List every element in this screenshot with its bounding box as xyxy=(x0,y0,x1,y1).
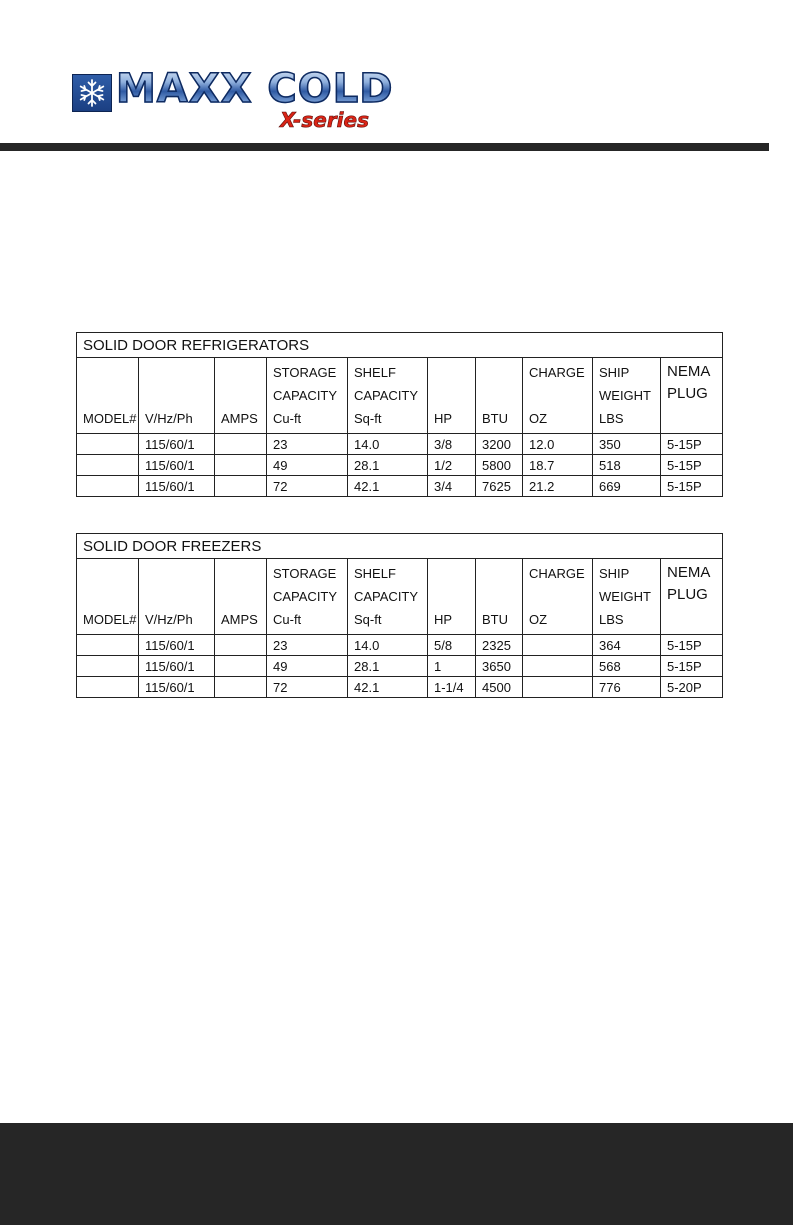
header-text: PLUG xyxy=(667,385,708,402)
table-row xyxy=(77,656,723,677)
cell-volts: 115/60/1 xyxy=(139,455,215,476)
header-hp: HP xyxy=(428,559,476,635)
cell-amps xyxy=(215,455,267,476)
header-text: CAPACITY xyxy=(354,388,419,403)
cell-storage: 72 xyxy=(267,476,348,497)
header-model: MODEL# xyxy=(77,358,139,434)
header-text: WEIGHT xyxy=(599,589,651,604)
cell-shelf: 14.0 xyxy=(348,635,428,656)
cell-btu: 4500 xyxy=(476,677,523,698)
cell-charge xyxy=(523,656,593,677)
cell-hp: 3/8 xyxy=(428,434,476,455)
cell-hp: 3/4 xyxy=(428,476,476,497)
cell-nema: 5-15P xyxy=(661,635,723,656)
table-row xyxy=(77,677,723,698)
header-storage xyxy=(267,559,348,635)
cell-volts: 115/60/1 xyxy=(139,656,215,677)
cell-btu: 3650 xyxy=(476,656,523,677)
cell-nema: 5-15P xyxy=(661,656,723,677)
table-row xyxy=(77,455,723,476)
header-text: PLUG xyxy=(667,586,708,603)
cell-ship: 518 xyxy=(593,455,661,476)
header-amps: AMPS xyxy=(215,559,267,635)
cell-shelf: 14.0 xyxy=(348,434,428,455)
header-text: SHIP xyxy=(599,566,630,581)
cell-shelf: 42.1 xyxy=(348,677,428,698)
cell-nema: 5-15P xyxy=(661,455,723,476)
header-divider xyxy=(0,143,769,151)
logo-series-label: X-series xyxy=(280,108,370,132)
cell-storage: 23 xyxy=(267,434,348,455)
cell-ship: 568 xyxy=(593,656,661,677)
brand-logo xyxy=(72,66,394,134)
header-charge xyxy=(523,559,593,635)
cell-storage: 23 xyxy=(267,635,348,656)
header-text: CAPACITY xyxy=(273,388,338,403)
cell-shelf: 28.1 xyxy=(348,455,428,476)
cell-model xyxy=(77,656,139,677)
table-title: SOLID DOOR REFRIGERATORS xyxy=(77,333,723,358)
cell-model xyxy=(77,434,139,455)
header-nema xyxy=(661,358,723,434)
header-text: LBS xyxy=(599,612,624,627)
snowflake-icon xyxy=(72,74,112,112)
cell-charge xyxy=(523,635,593,656)
cell-storage: 72 xyxy=(267,677,348,698)
header-text: CAPACITY xyxy=(354,589,419,604)
header-text: Sq-ft xyxy=(354,612,382,627)
header-text: SHELF xyxy=(354,566,396,581)
cell-amps xyxy=(215,656,267,677)
header-ship xyxy=(593,358,661,434)
header-shelf xyxy=(348,559,428,635)
header-charge xyxy=(523,358,593,434)
cell-model xyxy=(77,677,139,698)
table-title: SOLID DOOR FREEZERS xyxy=(77,534,723,559)
cell-volts: 115/60/1 xyxy=(139,434,215,455)
cell-ship: 669 xyxy=(593,476,661,497)
logo-wordmark: MAXX COLD xyxy=(116,66,394,112)
header-text: NEMA xyxy=(667,363,711,380)
footer-band xyxy=(0,1123,793,1225)
header-nema xyxy=(661,559,723,635)
header-text: STORAGE xyxy=(273,365,337,380)
header-text: SHELF xyxy=(354,365,396,380)
cell-charge: 12.0 xyxy=(523,434,593,455)
header-amps: AMPS xyxy=(215,358,267,434)
cell-amps xyxy=(215,635,267,656)
table-row xyxy=(77,635,723,656)
cell-shelf: 42.1 xyxy=(348,476,428,497)
cell-charge xyxy=(523,677,593,698)
cell-btu: 7625 xyxy=(476,476,523,497)
cell-hp: 1-1/4 xyxy=(428,677,476,698)
header-text: NEMA xyxy=(667,564,711,581)
header-hp: HP xyxy=(428,358,476,434)
header-text: STORAGE xyxy=(273,566,337,581)
header-volts: V/Hz/Ph xyxy=(139,559,215,635)
header-volts: V/Hz/Ph xyxy=(139,358,215,434)
table-row xyxy=(77,434,723,455)
header-text: Sq-ft xyxy=(354,411,382,426)
cell-volts: 115/60/1 xyxy=(139,476,215,497)
header-text: LBS xyxy=(599,411,624,426)
header-btu: BTU xyxy=(476,559,523,635)
cell-model xyxy=(77,455,139,476)
header-text: Cu-ft xyxy=(273,411,302,426)
cell-volts: 115/60/1 xyxy=(139,677,215,698)
cell-storage: 49 xyxy=(267,656,348,677)
cell-model xyxy=(77,635,139,656)
cell-nema: 5-15P xyxy=(661,476,723,497)
header-text: CHARGE xyxy=(529,566,585,581)
cell-btu: 5800 xyxy=(476,455,523,476)
header-text: SHIP xyxy=(599,365,630,380)
cell-btu: 2325 xyxy=(476,635,523,656)
cell-nema: 5-15P xyxy=(661,434,723,455)
header-text: OZ xyxy=(529,612,548,627)
header-text: WEIGHT xyxy=(599,388,651,403)
header-storage xyxy=(267,358,348,434)
header-shelf xyxy=(348,358,428,434)
cell-charge: 21.2 xyxy=(523,476,593,497)
cell-amps xyxy=(215,476,267,497)
cell-btu: 3200 xyxy=(476,434,523,455)
cell-ship: 776 xyxy=(593,677,661,698)
cell-storage: 49 xyxy=(267,455,348,476)
cell-model xyxy=(77,476,139,497)
header-text: Cu-ft xyxy=(273,612,302,627)
cell-ship: 350 xyxy=(593,434,661,455)
cell-amps xyxy=(215,677,267,698)
header-ship xyxy=(593,559,661,635)
cell-hp: 1 xyxy=(428,656,476,677)
cell-nema: 5-20P xyxy=(661,677,723,698)
header-text: CAPACITY xyxy=(273,589,338,604)
cell-hp: 1/2 xyxy=(428,455,476,476)
cell-volts: 115/60/1 xyxy=(139,635,215,656)
freezers-spec-table xyxy=(76,533,722,698)
refrigerators-spec-table xyxy=(76,332,722,497)
header-text: CHARGE xyxy=(529,365,585,380)
cell-charge: 18.7 xyxy=(523,455,593,476)
cell-amps xyxy=(215,434,267,455)
cell-shelf: 28.1 xyxy=(348,656,428,677)
header-model: MODEL# xyxy=(77,559,139,635)
cell-ship: 364 xyxy=(593,635,661,656)
header-btu: BTU xyxy=(476,358,523,434)
cell-hp: 5/8 xyxy=(428,635,476,656)
header-text: OZ xyxy=(529,411,548,426)
table-row xyxy=(77,476,723,497)
